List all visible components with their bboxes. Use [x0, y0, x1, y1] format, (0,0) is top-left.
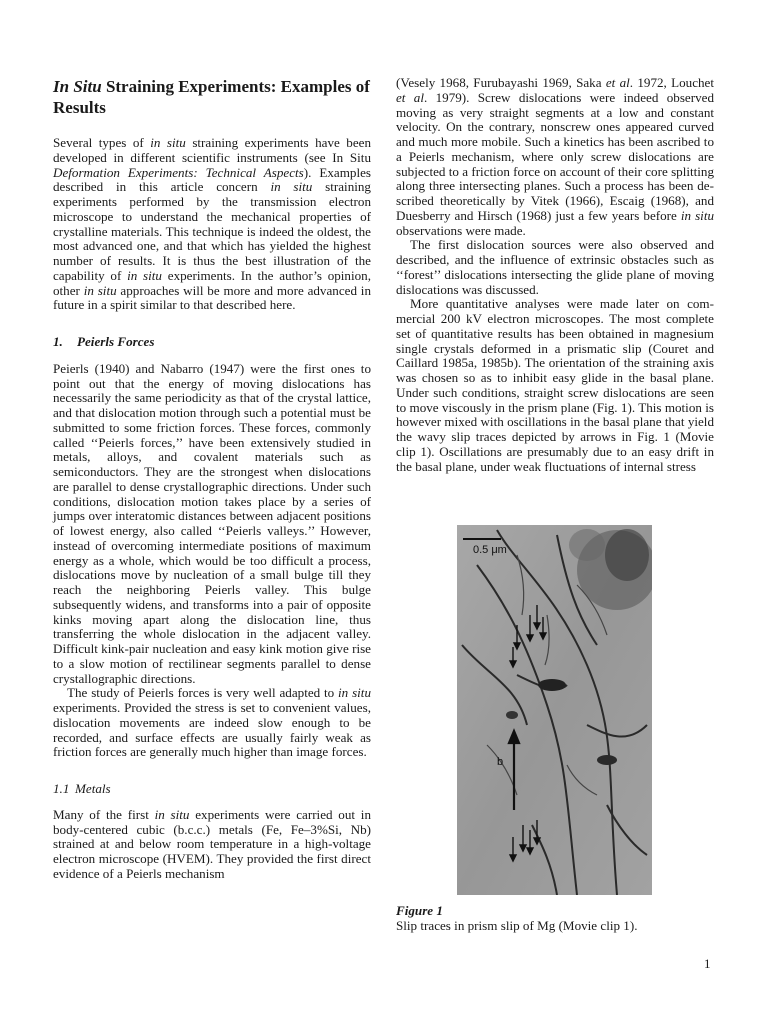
left-column	[53, 76, 371, 882]
figure-caption-text: Slip traces in prism slip of Mg (Movie clip 1).	[396, 918, 638, 933]
right-paragraph-3: More quantitative analyses were made later on commercial 200 kV electron microscopes. The most complete set of quantitative results has been obtained in magnesium single crystals deformed in a prismatic slip (Couret and Caillard 1985a, 1985b). The orientation of the straining axis was chosen so as to inhibit easy glide in the basal plane. Under such conditions, straight screw dislocations are seen to move viscously in the prism plane (Fig. 1). This motion is however mixed with oscillations in the basal plane that yield the wavy slip traces depicted by arrows in Fig. 1 (Movie clip 1). Oscillations are presumably due to an easy drift in the basal plane, under weak fluctuations of internal stress	[396, 296, 714, 474]
metals-paragraph: Many of the first in situ experiments were carried out in body-centered cubic (b.c.c.) metals (Fe, Fe–3%Si, Nb) strained at and below room temperature in a high-voltage electron microscope (HVEM). They provided the first direct evidence of a Peierls mechanism	[53, 806, 371, 881]
micrograph-figure	[457, 525, 652, 895]
article-title: In Situ Straining Experiments: Examples of Results	[53, 77, 370, 117]
right-paragraph-1: (Vesely 1968, Furubayashi 1969, Saka et al. 1972, Louchet et al. 1979). Screw dislocations were indeed observed moving as very straight segments at a low and constant velocity. On the contrary, nonscrew ones appeared curved and much more mobile. Such a kinetics has been ascribed to a Peierls mechanism, where only screw dislocations are subjected to a friction force on account of their core splitting along three intersecting planes. Such a process has been described theoretically by Vitek (1966), Escaig (1968), and Duesberry and Hirsch (1968) just a few years before in situ observations were made.	[396, 75, 714, 238]
figure-label: Figure 1	[396, 903, 443, 918]
figure-caption	[396, 903, 714, 933]
peierls-paragraph-1: Peierls (1940) and Nabarro (1947) were the first ones to point out that the energy of moving dislocations has necessarily the same periodicity as that of the crystal lattice, and that dislocation motion through such a potential must be submitted to some friction forces. These forces, commonly called ‘‘Peierls forces,’’ have been extensively studied in metals, alloys, and covalent materials such as semiconductors. They are the strongest when dislocations are parallel to dense crystallographic directions. Under such conditions, dislocation motion takes place by a series of jumps over interatomic distances between adjacent positions of lowest energy, also called ‘‘Peierls valleys.’’ However, instead of overcoming intermediate positions of maximum energy as a whole, which would be too difficult a process, dislocations move by nucleation of a small bulge till they reach the neighboring Peierls valley. This bulge subsequently widens, and transforms into a pair of opposite kinks moving apart along the dislocation line, thus transferring the whole dislocation in the adjacent valley. Difficult kink-pair nucleation and easy kink motion give rise to a slow motion of rectilinear segments parallel to dense crystallographic directions.	[53, 360, 371, 686]
burgers-vector-label: b	[497, 756, 504, 768]
right-column	[396, 76, 714, 474]
right-paragraph-2: The first dislocation sources were also observed and described, and the influence of extrinsic obstacles such as ‘‘forest’’ dislocations intersecting the glide plane of moving dislocations was discussed.	[396, 237, 714, 297]
subsection-heading-metals: 1.1 Metals	[53, 781, 111, 796]
page-number: 1	[704, 956, 711, 971]
intro-paragraph: Several types of in situ straining experiments have been developed in different scientific instruments (see In Situ Deformation Experiments: Technical Aspects). Examples described in this article concern in situ straining experiments performed by the transmission electron microscope to understand the mechanical properties of crystalline materials. This technique is indeed the oldest, the most advanced one, and that which has yielded the highest number of results. It is thus the best illustration of the capability of in situ experiments. In the author’s opinion, other in situ approaches will be more and more advanced in future in a spirit similar to that described here.	[53, 135, 371, 313]
peierls-paragraph-2: The study of Peierls forces is very well adapted to in situ experiments. Provided the stress is set to convenient values, dislocation movements are indeed slow enough to be recorded, and surface effects are usually fairly weak as friction forces are generally much higher than image forces.	[53, 685, 371, 760]
micrograph-image	[457, 525, 652, 895]
scale-bar-label: 0.5 μm	[473, 544, 507, 556]
section-heading-peierls: 1. Peierls Forces	[53, 334, 155, 349]
